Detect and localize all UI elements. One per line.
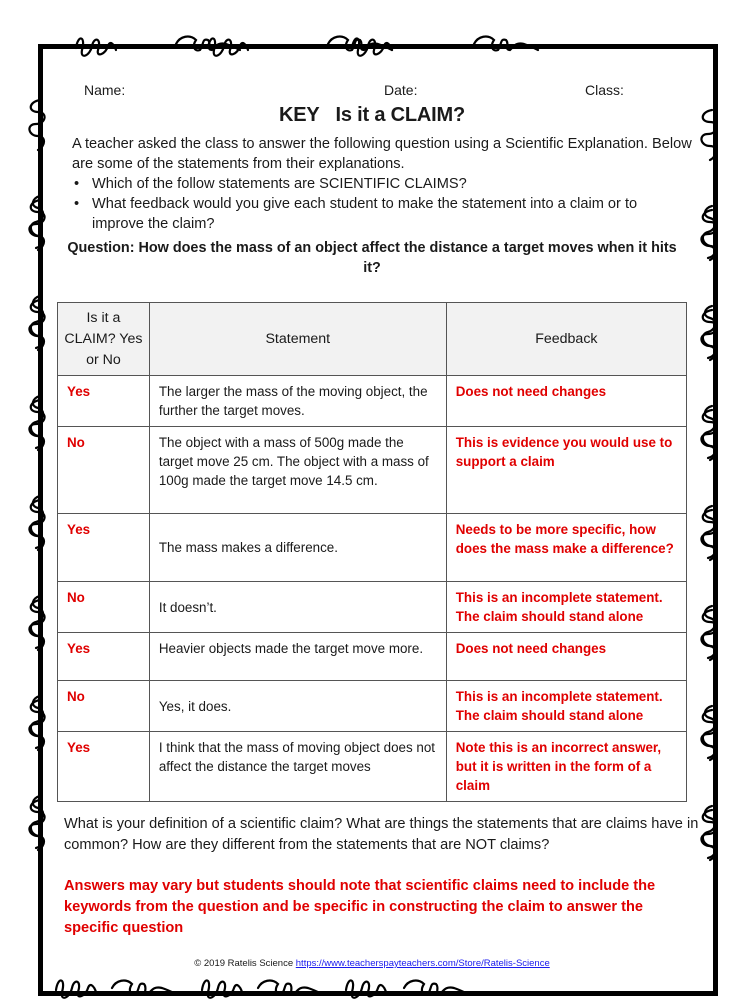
store-link[interactable]: https://www.teacherspayteachers.com/Store/Ratelis-Science [295, 958, 550, 969]
claim-cell: Yes [58, 732, 150, 802]
table-row [58, 514, 687, 582]
question-text: Question: How does the mass of an object affect the distance a target moves when it hits it? [67, 240, 677, 276]
claim-cell: Yes [58, 376, 150, 427]
name-label: Name: [84, 82, 126, 98]
claim-cell: No [58, 427, 150, 514]
table-row [58, 376, 687, 427]
instructions [72, 134, 692, 234]
page-title [0, 104, 744, 127]
bullet-item: • What feedback would you give each student to make the statement into a claim or to improve the claim? [92, 194, 692, 234]
intro-paragraph: A teacher asked the class to answer the following question using a Scientific Explanation. Below are some of the statements from their explanations. [72, 136, 692, 172]
table-row [58, 681, 687, 732]
statement-cell: I think that the mass of moving object does not affect the distance the target moves [149, 732, 446, 802]
column-header-claim: Is it a CLAIM? Yes or No [58, 303, 150, 376]
table-row [58, 633, 687, 681]
table-row [58, 427, 687, 514]
column-header-feedback: Feedback [446, 303, 686, 376]
claim-cell: No [58, 582, 150, 633]
table-row [58, 732, 687, 802]
key-label: KEY [279, 104, 320, 126]
definition-prompt: What is your definition of a scientific claim? What are things the statements that are claims have in common? How are they different from the statements that are NOT claims? [64, 816, 699, 853]
copyright-text: © 2019 Ratelis Science [194, 958, 294, 969]
claim-cell: Yes [58, 514, 150, 582]
claim-cell: Yes [58, 633, 150, 681]
feedback-cell: This is an incomplete statement. The claim should stand alone [446, 681, 686, 732]
claims-table [57, 302, 687, 802]
title-text: Is it a CLAIM? [335, 104, 465, 126]
column-header-statement: Statement [149, 303, 446, 376]
feedback-cell: Does not need changes [446, 376, 686, 427]
statement-cell: Heavier objects made the target move more. [149, 633, 446, 681]
feedback-cell: This is evidence you would use to support a claim [446, 427, 686, 514]
feedback-cell: This is an incomplete statement. The claim should stand alone [446, 582, 686, 633]
table-header-row [58, 303, 687, 376]
claim-cell: No [58, 681, 150, 732]
statement-cell: Yes, it does. [149, 681, 446, 732]
footer [0, 958, 744, 969]
answer-key-text: Answers may vary but students should note that scientific claims need to include the keywords from the question and be specific in constructing the claim to answer the specific question [64, 878, 656, 936]
feedback-cell: Needs to be more specific, how does the mass make a difference? [446, 514, 686, 582]
table-row [58, 582, 687, 633]
class-label: Class: [585, 82, 624, 98]
instruction-bullets [72, 174, 692, 234]
feedback-cell: Note this is an incorrect answer, but it is written in the form of a claim [446, 732, 686, 802]
bullet-item: • Which of the follow statements are SCIENTIFIC CLAIMS? [92, 174, 692, 194]
feedback-cell: Does not need changes [446, 633, 686, 681]
statement-cell: The object with a mass of 500g made the target move 25 cm. The object with a mass of 100g made the target move 14.5 cm. [149, 427, 446, 514]
statement-cell: The mass makes a difference. [149, 514, 446, 582]
date-label: Date: [384, 82, 418, 98]
statement-cell: The larger the mass of the moving object, the further the target moves. [149, 376, 446, 427]
statement-cell: It doesn’t. [149, 582, 446, 633]
